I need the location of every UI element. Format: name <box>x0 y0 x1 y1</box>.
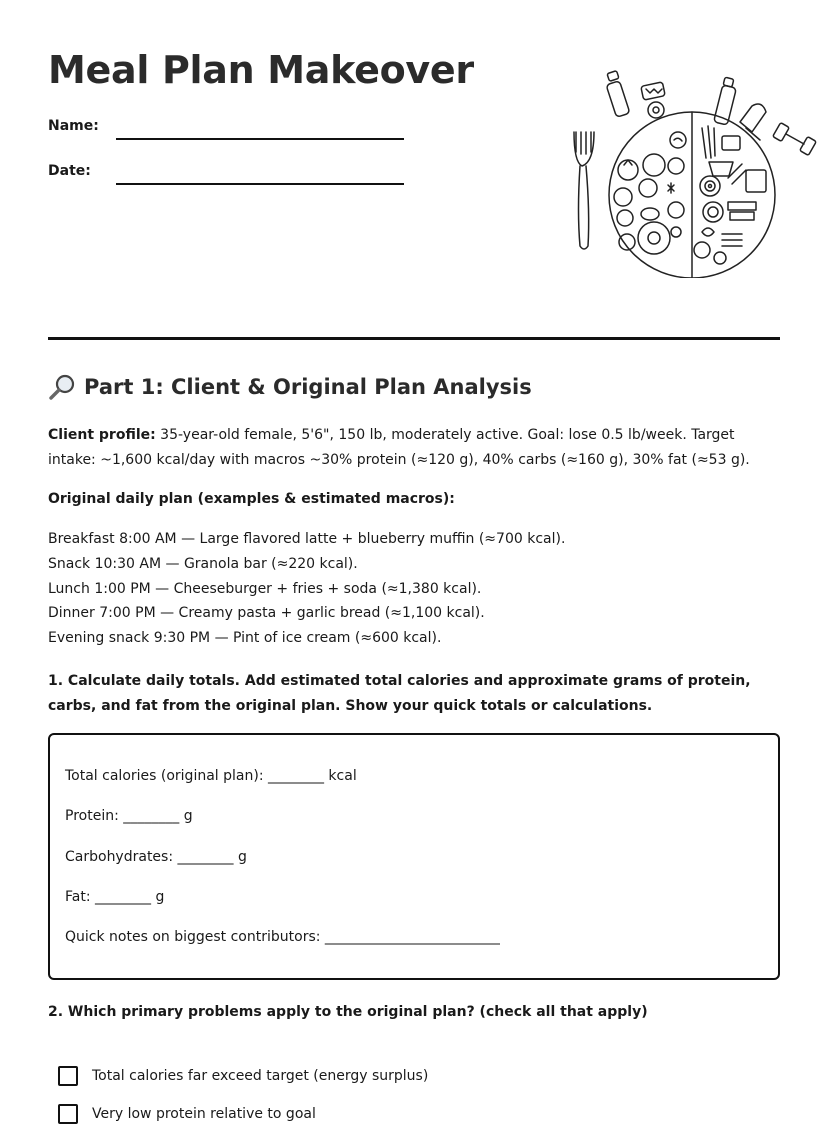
meal-item-evening-snack: Evening snack 9:30 PM — Pint of ice cream (≈600 kcal). <box>48 630 442 647</box>
checkbox-option[interactable] <box>58 1104 316 1124</box>
checkbox[interactable] <box>58 1066 78 1086</box>
original-plan-heading: Original daily plan (examples & estimated macros): <box>48 491 455 507</box>
client-profile-label: Client profile: <box>48 427 156 443</box>
grains-and-protein-icon <box>694 126 766 264</box>
meal-item-dinner: Dinner 7:00 PM — Creamy pasta + garlic bread (≈1,100 kcal). <box>48 605 485 622</box>
checkbox-label: Very low protein relative to goal <box>92 1106 316 1122</box>
meal-item-breakfast: Breakfast 8:00 AM — Large flavored latte + blueberry muffin (≈700 kcal). <box>48 531 566 547</box>
fork-icon <box>574 132 594 249</box>
client-profile <box>48 423 780 472</box>
meal-list <box>48 527 565 651</box>
plate-with-fork-and-foods-icon <box>524 62 820 278</box>
date-input-line[interactable] <box>116 183 404 185</box>
part1-heading <box>48 374 532 400</box>
answer-carbs[interactable]: Carbohydrates: ________ g <box>65 849 247 865</box>
plate-icon <box>609 112 775 278</box>
answer-fat[interactable]: Fat: ________ g <box>65 889 165 905</box>
name-input-line[interactable] <box>116 138 404 140</box>
answer-box <box>48 733 780 980</box>
checkbox[interactable] <box>58 1104 78 1124</box>
checkbox-label: Total calories far exceed target (energy surplus) <box>92 1068 429 1084</box>
client-profile-text: 35-year-old female, 5'6", 150 lb, moderately active. Goal: lose 0.5 lb/week. Target intake: ~1,600 kcal/day with macros ~30% protein (≈120 g), 40% carbs (≈160 g), 30% fat (≈53 g). <box>48 427 750 468</box>
question-1: 1. Calculate daily totals. Add estimated total calories and approximate grams of protein, carbs, and fat from the original plan. Show your quick totals or calculations. <box>48 673 751 714</box>
meal-item-snack: Snack 10:30 AM — Granola bar (≈220 kcal). <box>48 555 358 572</box>
meal-item-lunch: Lunch 1:00 PM — Cheeseburger + fries + soda (≈1,380 kcal). <box>48 580 482 597</box>
part1-heading-text: Part 1: Client & Original Plan Analysis <box>84 375 532 399</box>
dumbbell-icon <box>773 123 817 156</box>
section-divider <box>48 337 780 340</box>
question-2: 2. Which primary problems apply to the original plan? (check all that apply) <box>48 1004 648 1020</box>
checkbox-option[interactable] <box>58 1066 428 1086</box>
magnifying-glass-icon <box>48 374 76 400</box>
name-label: Name: <box>48 118 99 134</box>
vegetables-and-fruit-icon <box>614 132 686 254</box>
answer-calories[interactable]: Total calories (original plan): ________ kcal <box>65 768 357 784</box>
date-label: Date: <box>48 163 91 179</box>
page-title: Meal Plan Makeover <box>48 48 474 92</box>
answer-protein[interactable]: Protein: ________ g <box>65 808 193 824</box>
answer-notes[interactable]: Quick notes on biggest contributors: _________________________ <box>65 929 500 945</box>
